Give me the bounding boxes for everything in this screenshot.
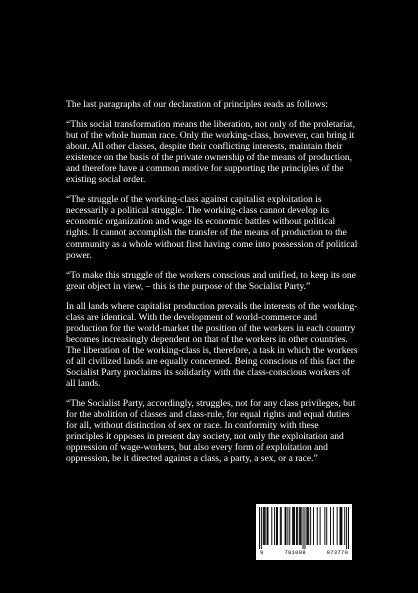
barcode-bar [274, 507, 275, 545]
barcode-bar [276, 507, 277, 545]
intro-paragraph: The last paragraphs of our declaration of principles reads as follows: [66, 99, 328, 110]
body-paragraph-4: In all lands where capitalist production prevails the interests of the working-class are identical. With the development of world-commerce and production for the world-market the position of the workers in each country becomes increasingly dependent on that of the workers in other countries. The liberation of the working-class is, therefore, a task in which the workers of all civilized lands are equally concerned. Being conscious of this fact the Socialist Party proclaims its solidarity with the class-conscious workers of all lands. [66, 300, 358, 390]
barcode-bar [259, 507, 260, 549]
barcode-bar [340, 507, 341, 545]
barcode-bar [294, 507, 295, 545]
barcode-bar [313, 507, 314, 545]
barcode-bar [264, 507, 265, 545]
barcode-bar [341, 507, 342, 545]
barcode-bar [306, 507, 307, 545]
barcode-bar [268, 507, 269, 545]
barcode-bar [271, 507, 272, 545]
barcode-digit-group-1: 781008 [284, 549, 306, 556]
quote-paragraph-1: “This social transformation means the liberation, not only of the proletariat, but of the whole human race. Only the working-class, however, can bring it about. All other classes, despite their conflicting interests, maintain their existence on the basis of the private ownership of the means of production, and therefore have a common motive for supporting the principles of the existing social order. [66, 119, 355, 186]
quote-paragraph-5: “The Socialist Party, accordingly, struggles, not for any class privileges, but for the abolition of classes and class-rule, for equal rights and equal duties for all, without distinction of sex or race. In conformity with these principles it opposes in present day society, not only the exploitation and oppression of wage-workers, but also every form of exploitation and oppression, be it directed against a class, a party, a sex, or a race.” [66, 398, 356, 465]
barcode-bar [261, 507, 262, 549]
barcode-bar [310, 507, 311, 545]
barcode-bar [317, 507, 318, 545]
barcode-bar [296, 507, 297, 545]
barcode-bar [289, 507, 290, 545]
barcode-bar [326, 507, 327, 545]
barcode-bar [324, 507, 325, 545]
barcode-digit-group-2: 973770 [326, 549, 348, 556]
barcode-bar [333, 507, 334, 545]
barcode-bar [280, 507, 281, 545]
barcode-bar [265, 507, 266, 545]
barcode-bar [293, 507, 294, 545]
barcode-bar [304, 507, 305, 549]
barcode-bars [259, 507, 349, 549]
barcode-bar [320, 507, 321, 545]
barcode-bar [297, 507, 298, 545]
barcode-bar [348, 507, 349, 549]
barcode-bar [287, 507, 288, 545]
barcode-bar [277, 507, 278, 545]
isbn-barcode [256, 504, 352, 560]
barcode-bar [285, 507, 286, 545]
barcode-bar [308, 507, 309, 545]
back-cover-text [66, 99, 358, 473]
barcode-bar [330, 507, 331, 545]
barcode-bar [299, 507, 300, 545]
barcode-digit-first: 9 [260, 549, 264, 556]
barcode-bar [303, 507, 304, 549]
barcode-bar [292, 507, 293, 545]
barcode-bar [346, 507, 347, 549]
barcode-bar [307, 507, 308, 545]
barcode-bar [301, 507, 302, 545]
quote-paragraph-2: “The struggle of the working-class against capitalist exploitation is necessarily a political struggle. The working-class cannot develop its economic organization and wage its economic battles without political rights. It cannot accomplish the transfer of the means of production to the community as a whole without first having come into possession of political power. [66, 194, 358, 261]
barcode-bar [340, 507, 341, 545]
barcode-bar [267, 507, 268, 545]
quote-paragraph-3: “To make this struggle of the workers conscious and unified, to keep its one great object in view, – this is the purpose of the Socialist Party.” [66, 269, 356, 292]
barcode-bar [281, 507, 282, 545]
barcode-bar [286, 507, 287, 545]
barcode-digits [259, 549, 349, 557]
barcode-bar [300, 507, 301, 545]
barcode-bar [337, 507, 338, 545]
barcode-bar [344, 507, 345, 545]
barcode-bar [263, 507, 264, 545]
